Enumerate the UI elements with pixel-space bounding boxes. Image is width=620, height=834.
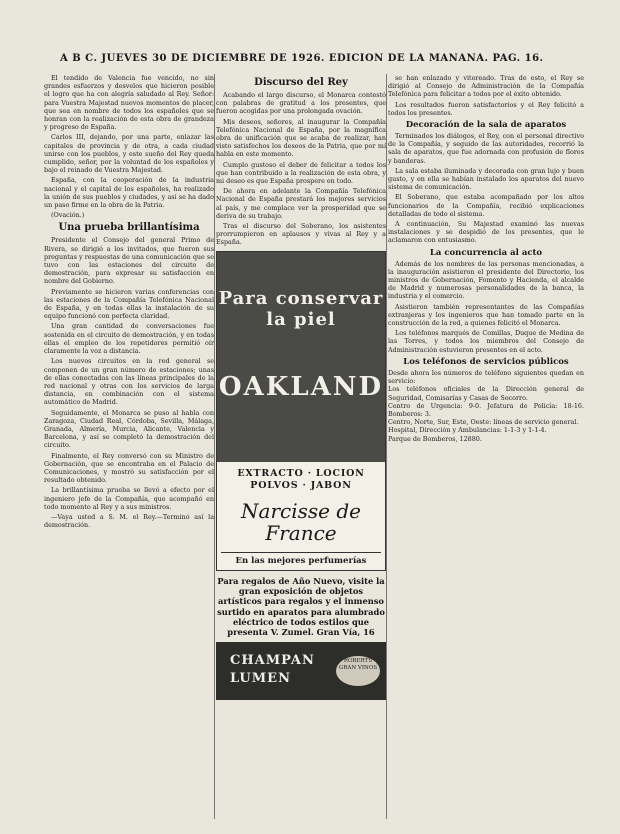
- article-paragraph: Además de los nombres de las personas mencionadas, a la inauguración asistieron el presidente del Directorio, los ministros de Gobernación, Fomento y Hacienda, el alcalde de Madrid y numerosas personalidades de la banca, la industria y el comercio.: [388, 259, 584, 301]
- list-item: Centro, Norte, Sur, Este, Oeste: líneas de servicio general.: [388, 418, 579, 427]
- ad-products-panel: [217, 462, 385, 570]
- article-paragraph: La sala estaba iluminada y decorada con gran lujo y buen gusto, y en ella se habían instalado los aparatos del nuevo sistema de comunicación.: [388, 166, 584, 192]
- article-paragraph: —Vaya usted a S. M. el Rey.—Terminó así la demostración.: [44, 512, 214, 530]
- article-paragraph: El tendido de Valencia fue vencido, no sin grandes esfuerzos y desvelos que hicieron posible el logro que ha con alegría saludado al Rey. Señor: para Vuestra Majestad nuevos momentos de placer, que sea en nombre de todos los españoles que se honran con la realización de esta obra de grandeza y progreso de España.: [44, 74, 214, 132]
- section-heading: La concurrencia al acto: [429, 247, 543, 258]
- section-heading: Los teléfonos de servicios públicos: [403, 356, 569, 367]
- article-paragraph: Los nuevos circuitos en la red general se componen de un gran número de estaciones; unas de ellas conectadas con las líneas principales de la red nacional y otras con los servicios de larga distancia, en combinación con el sistema automático de Madrid.: [44, 357, 214, 407]
- bottle-label: ROBERTS GRAN VINOS: [336, 656, 380, 686]
- article-paragraph: Carlos III, dejando, por una parte, enlazar las capitales de provincia y de otra, a cada ciudad unirse con los pueblos, y este sueño del Rey queda cumplido, señor, por la voluntad de los españoles y bajo el reinado de Vuestra Majestad.: [44, 133, 214, 175]
- article-paragraph: Mis deseos, señores, al inaugurar la Compañía Telefónica Nacional de España, por la magnífica obra de unificación que se acaba de realizar, han visto satisfechos los deseos de la Patria, que por mí habla en este momento.: [216, 117, 386, 159]
- list-item: Centro de Urgencia: 9-0. Jefatura de Policía: 18-16. Bomberos: 3.: [388, 401, 584, 418]
- column-left: [44, 74, 214, 824]
- column-middle: [216, 74, 386, 824]
- ad-script-logo: [221, 500, 381, 544]
- section-heading: Decoración de la sala de aparatos: [405, 120, 567, 131]
- ad-headline: Para conservar la piel: [218, 287, 384, 330]
- list-item: Parque de Bomberos, 12880.: [388, 434, 482, 443]
- article-paragraph: Terminados los diálogos, el Rey, con el personal directivo de la Compañía, y seguido de las autoridades, recorrió la sala de aparatos, que fue adornada con profusión de flores y banderas.: [388, 132, 584, 165]
- article-paragraph: A continuación, Su Majestad examinó las nuevas instalaciones y se despidió de los presentes, que le aclamaron con entusiasmo.: [388, 220, 584, 245]
- champan-advertisement: [216, 642, 386, 700]
- oakland-advertisement: [216, 251, 386, 571]
- article-paragraph: La brillantísima prueba se llevó a efecto por el ingeniero jefe de la Compañía, que acompañó en todo momento al Rey y a sus ministros.: [44, 486, 214, 511]
- column-divider: [214, 74, 215, 819]
- article-paragraph: Acabando el largo discurso, el Monarca contestó con palabras de gratitud a los presentes, que fueron acogidas por una prolongada ovación.: [216, 91, 386, 116]
- ad-script-line: France: [265, 520, 337, 545]
- page-header: A B C. JUEVES 30 DE DICIEMBRE DE 1926. EDICION DE LA MAÑANA. PAG. 16.: [60, 53, 544, 64]
- ad-products-line: EXTRACTO · LOCION: [237, 467, 365, 479]
- ad-image-panel: [217, 252, 385, 462]
- article-paragraph: España, con la cooperación de la industria nacional y el capital de los españoles, ha realizado la unión de sus pueblos y ciudades, y así se ha dado un paso firme en la obra de la Patria.: [44, 176, 214, 210]
- article-paragraph: Los resultados fueron satisfactorios y el Rey felicitó a todos los presentes.: [388, 100, 584, 117]
- list-item: Hospital, Dirección y Ambulancias: 1-1-3 y 1-1-4.: [388, 426, 547, 435]
- article-paragraph: Finalmente, el Rey conversó con su Ministro de Gobernación, que se encontraba en el Palacio de Comunicaciones, y mostró su satisfacción por el resultado obtenido.: [44, 451, 214, 485]
- article-paragraph: Cumplo gustoso el deber de felicitar a todos los que han contribuido a la realización de esta obra, y mi deseo es que España prospere en todo.: [216, 160, 386, 186]
- article-paragraph: Seguidamente, el Monarca se puso al habla con Zaragoza, Ciudad Real, Córdoba, Sevilla, Málaga, Granada, Almería, Murcia, Alicante, Valencia y Barcelona, y así se completó la demostración del circuito.: [44, 408, 214, 450]
- column-divider: [386, 74, 387, 819]
- section-heading: Una prueba brillantísima: [58, 222, 200, 234]
- ad-products-line: POLVOS · JABON: [250, 479, 352, 491]
- ad-script-line: Narcisse de: [241, 498, 361, 523]
- article-paragraph: (Ovación.): [51, 211, 85, 220]
- zumel-promo: Para regalos de Año Nuevo, visite la gran exposición de objetos artísticos para regalos y el inmenso surtido en aparatos para alumbrado eléctrico de todos estilos que presenta V. Zumel. Gran Vía, 16: [217, 575, 385, 638]
- article-paragraph: Tras el discurso del Soberano, los asistentes prorrumpieron en aplausos y vivas al Rey y a España.: [216, 222, 386, 247]
- article-paragraph: Presidente el Consejo del general Primo de Rivera, se dirigió a los invitados, que fueron sus preguntas y respuestas de una comunicación que se tuvo con las estaciones del circuito de demostración, para expresar su satisfacción en nombre del Gobierno.: [44, 236, 214, 286]
- champan-name-line: CHAMPAN: [230, 653, 315, 669]
- article-paragraph: De ahora en adelante la Compañía Telefónica Nacional de España prestará los mejores servicios al país, y me complace ver la prosperidad que se deriva de su trabajo.: [216, 187, 386, 220]
- ad-footer: En las mejores perfumerías: [221, 552, 381, 566]
- section-heading: Discurso del Rey: [254, 77, 348, 88]
- ad-brand: OAKLAND: [218, 371, 384, 402]
- article-paragraph: Los teléfonos marqués de Comillas, Duque de Medina de las Torres, y todos los miembros del Consejo de Administración estuvieron presentes en el acto.: [388, 329, 584, 354]
- article-paragraph: se han enlazado y vitoreado. Tras de esto, el Rey se dirigió al Consejo de Administración de la Compañía Telefónica para felicitar a todos por el éxito obtenido.: [388, 74, 584, 99]
- list-item: Los teléfonos oficiales de la Dirección general de Seguridad, Comisarías y Casas de Socorro.: [388, 385, 584, 402]
- article-paragraph: El Soberano, que estaba acompañado por los altos funcionarios de la Compañía, recibió explicaciones detalladas de todo el sistema.: [388, 193, 584, 218]
- list-item: Desde ahora los números de teléfono siguientes quedan en servicio:: [388, 368, 584, 386]
- article-paragraph: Una gran cantidad de conversaciones fue sostenida en el circuito de demostración, y en todas ellas el empleo de los repetidores permitió oír claramente la voz a distancia.: [44, 322, 214, 356]
- champan-name: [230, 652, 315, 688]
- champan-name-line: LUMEN: [230, 671, 291, 687]
- article-paragraph: Previamente se hicieron varias conferencias con las estaciones de la Compañía Telefónica Nacional de España, y en todas ellas la instalación de su equipo funcionó con perfecta claridad.: [44, 287, 214, 321]
- article-paragraph: Asistieron también representantes de las Compañías extranjeras y los ingenieros que han tomado parte en la construcción de la red, a quienes felicitó el Monarca.: [388, 302, 584, 328]
- column-right: [388, 74, 584, 824]
